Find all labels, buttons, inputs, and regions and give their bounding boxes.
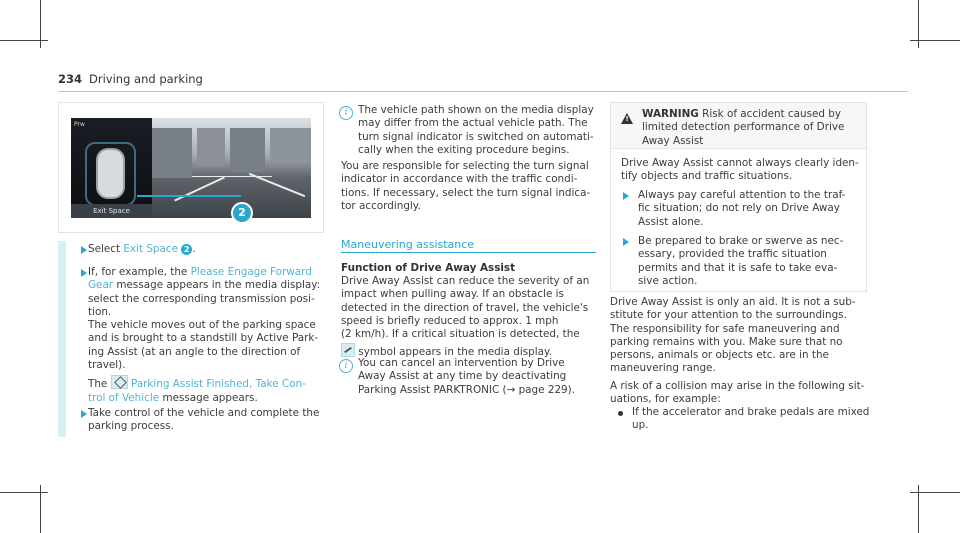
section-heading: Maneuvering assistance bbox=[341, 238, 475, 251]
parking-assist-icon bbox=[111, 375, 128, 389]
step-arrow-icon bbox=[81, 269, 87, 277]
para-risk: A risk of a collision may arise in the following sit- uations, for example: bbox=[610, 380, 865, 406]
info-icon: i bbox=[339, 106, 353, 120]
car-icon bbox=[96, 148, 125, 199]
step-1: Select Exit Space 2 . bbox=[88, 243, 196, 255]
warning-step-2: Be prepared to brake or swerve as nec- essary, provided the traffic situation permits and that it is safe to take eva- sive action. bbox=[638, 235, 844, 287]
page-number: 234 bbox=[58, 72, 83, 86]
step-3: Take control of the vehicle and complete the parking process. bbox=[88, 407, 320, 433]
para-turn-signal: You are responsible for selecting the turn signal indicator in accordance with the traffic condi- tions. If necessary, select the turn signal indica- tor accordingly. bbox=[341, 160, 591, 212]
panel-label: Prw bbox=[74, 121, 85, 128]
parking-panel bbox=[71, 118, 152, 218]
para-drive-away: Drive Away Assist can reduce the severity of an impact when pulling away. If an obstacle is detected in the direction of travel, the vehicle's speed is briefly reduced to approx. 1 mph (2 km/h). If a critical situation is detected, the symbol appears in the media display. bbox=[341, 275, 590, 359]
link-exit-space[interactable]: Exit Space bbox=[123, 243, 179, 255]
note-cancel: You can cancel an intervention by Drive Away Assist at any time by deactivating Parking Assist PARKTRONIC (→ page 229). bbox=[358, 357, 576, 396]
link-parking-assist-finished[interactable]: Parking Assist Finished, Take Con- bbox=[130, 378, 306, 391]
crop-mark bbox=[910, 492, 960, 493]
camera-view bbox=[152, 118, 311, 218]
page-header bbox=[58, 72, 203, 86]
callout-number: 2 bbox=[231, 202, 253, 224]
warning-body: Drive Away Assist cannot always clearly iden- tify objects and traffic situations. bbox=[621, 157, 859, 183]
bullet-icon bbox=[618, 411, 623, 416]
function-heading: Function of Drive Away Assist bbox=[341, 262, 516, 274]
media-display-screen bbox=[71, 118, 311, 218]
note-vehicle-path: The vehicle path shown on the media display may differ from the actual vehicle path. The turn signal indicator is switched on automati- cally when the exiting procedure begins. bbox=[358, 104, 594, 156]
info-icon: i bbox=[339, 359, 353, 373]
header-rule bbox=[58, 91, 908, 92]
link-please-engage[interactable]: Please Engage Forward bbox=[190, 266, 312, 278]
bullet-item: If the accelerator and brake pedals are mixed up. bbox=[632, 406, 870, 432]
crop-mark bbox=[0, 492, 48, 493]
number-badge: 2 bbox=[181, 244, 192, 255]
warning-label: WARNING bbox=[642, 108, 699, 120]
para-aid: Drive Away Assist is only an aid. It is not a sub- stitute for your attention to the surroundings. The responsibility for safe maneuvering and parking remains with you. Make sure that no persons, animals or objects etc. are in the maneuvering range. bbox=[610, 296, 856, 375]
step-arrow-icon bbox=[623, 238, 629, 246]
section-rule bbox=[341, 252, 596, 253]
step-arrow-icon bbox=[623, 192, 629, 200]
step-bar bbox=[58, 241, 66, 437]
exit-space-button[interactable]: Exit Space bbox=[71, 204, 152, 218]
drive-away-symbol-icon bbox=[341, 343, 355, 357]
step-2: If, for example, the Please Engage Forward Gear message appears in the media display: select the corresponding transmission posi- tion. The vehicle moves out of the parking space and is brought to a standstill by Active Park- ing Assist (at an angle to the direction of travel). The Parking Assist Finished, Take Con- trol of Vehicle message appears. bbox=[88, 266, 321, 404]
warning-box bbox=[610, 102, 867, 292]
warning-header: ! WARNING Risk of accident caused by limited detection performance of Drive Away Assist bbox=[611, 103, 866, 149]
warning-step-1: Always pay careful attention to the traf- fic situation; do not rely on Drive Away Assist alone. bbox=[638, 189, 846, 228]
callout-line bbox=[137, 195, 241, 197]
media-display-figure bbox=[58, 102, 324, 233]
section-title: Driving and parking bbox=[89, 72, 203, 86]
step-arrow-icon bbox=[81, 246, 87, 254]
crop-mark bbox=[910, 40, 960, 41]
crop-mark bbox=[0, 40, 48, 41]
step-arrow-icon bbox=[81, 410, 87, 418]
